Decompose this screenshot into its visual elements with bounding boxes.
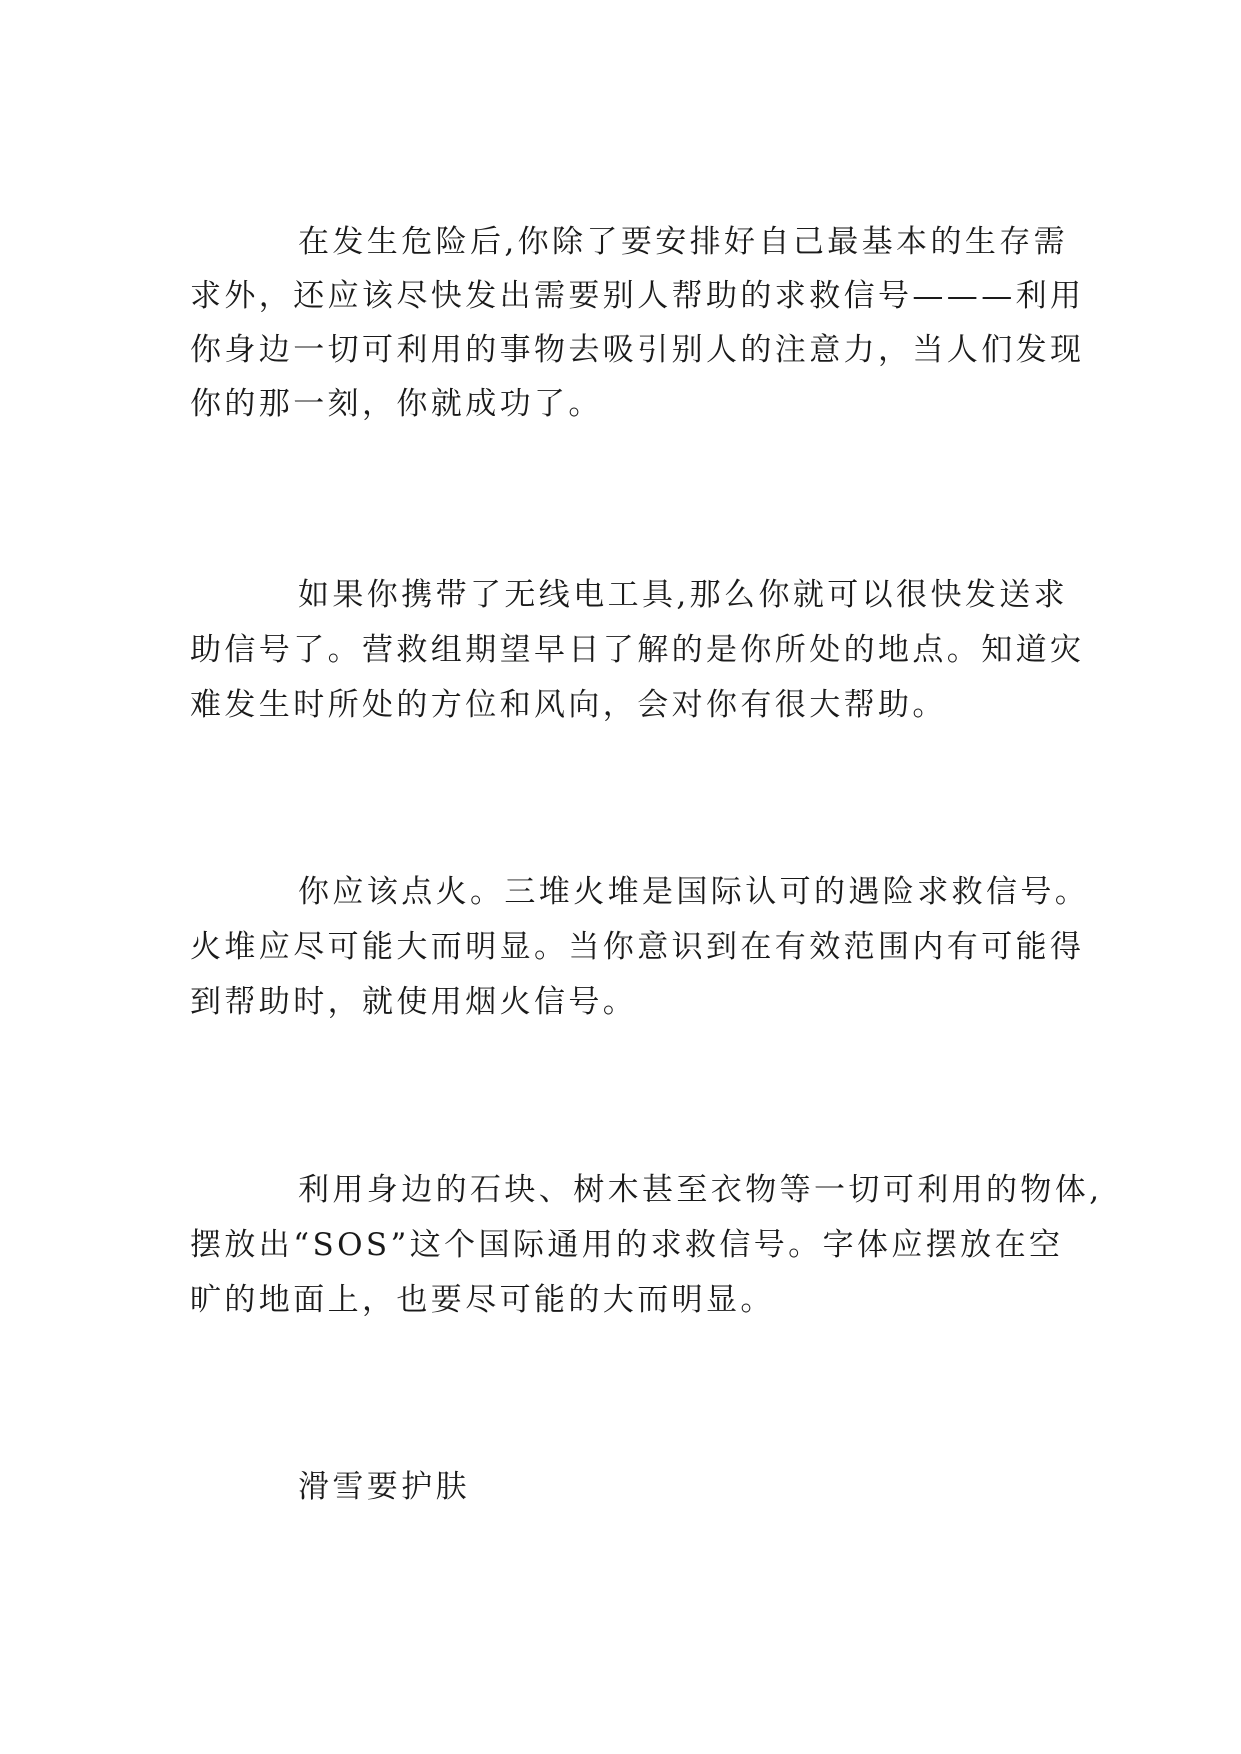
paragraph-line: 到帮助时，就使用烟火信号。	[190, 984, 638, 1020]
paragraph-line: 火堆应尽可能大而明显。当你意识到在有效范围内有可能得	[190, 929, 1085, 965]
paragraph-line: 摆放出“SOS”这个国际通用的求救信号。字体应摆放在空	[190, 1227, 1064, 1263]
paragraph-line: 旷的地面上，也要尽可能的大而明显。	[190, 1282, 775, 1318]
paragraph-line: 难发生时所处的方位和风向，会对你有很大帮助。	[190, 687, 947, 723]
paragraph-line: 你应该点火。三堆火堆是国际认可的遇险求救信号。	[298, 874, 1090, 910]
paragraph-line: 利用身边的石块、树木甚至衣物等一切可利用的物体,	[298, 1172, 1103, 1208]
paragraph-line: 助信号了。营救组期望早日了解的是你所处的地点。知道灾	[190, 632, 1085, 668]
paragraph-line: 求外，还应该尽快发出需要别人帮助的求救信号———利用	[190, 278, 1085, 314]
paragraph-line: 在发生危险后,你除了要安排好自己最基本的生存需	[298, 224, 1069, 260]
paragraph-line: 如果你携带了无线电工具,那么你就可以很快发送求	[298, 577, 1069, 613]
paragraph-line: 你身边一切可利用的事物去吸引别人的注意力，当人们发现	[190, 332, 1085, 368]
paragraph-line: 你的那一刻，你就成功了。	[190, 386, 603, 422]
section-title: 滑雪要护肤	[298, 1469, 470, 1505]
